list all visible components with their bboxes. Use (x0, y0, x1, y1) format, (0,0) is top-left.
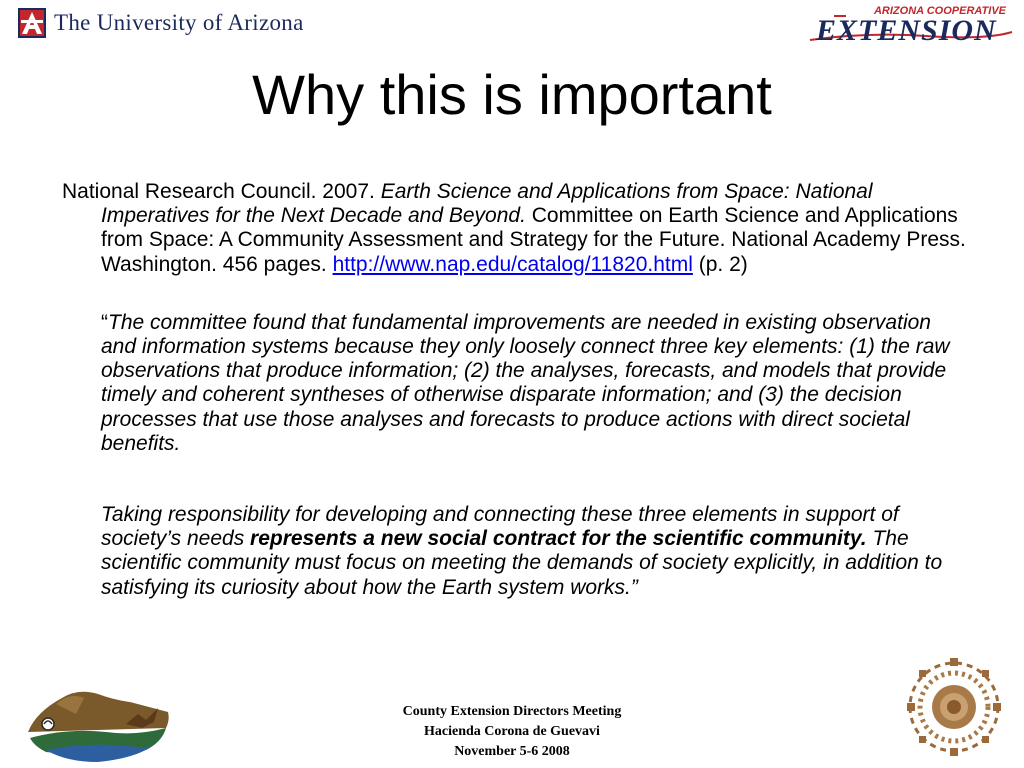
quote-text-2-lead: Taking responsibility for developing and connecting these three elements in support of society’s needs (101, 503, 899, 551)
slide-body (62, 180, 968, 600)
university-logo (18, 8, 304, 38)
quote-text-2-bold: represents a new social contract for the scientific community. (250, 527, 867, 551)
extension-wordmark: EXTENSION (816, 14, 997, 47)
quote-text-1: The committee found that fundamental improvements are needed in existing observation and information systems because they only loosely connect three key elements: (1) the raw observations that produce information; (2) the analyses, forecasts, and models that provide timely and coherent syntheses of otherwise disparate information; and (3) the decision processes that use those analyses and forecasts to produce actions with direct societal benefits. (101, 310, 950, 455)
university-name: The University of Arizona (54, 10, 304, 35)
landscape-illustration-icon (26, 684, 170, 764)
citation-link[interactable]: http://www.nap.edu/catalog/11820.html (332, 252, 693, 276)
citation-details: Committee on Earth Science and Applications from Space: A Community Assessment and Strategy for the Future. National Academy Press. Washington. 456 pages. (101, 204, 966, 276)
citation-book-title: Earth Science and Applications from Space: National Imperatives for the Next Decade and Beyond. (101, 180, 873, 228)
citation-authors: National Research Council. 2007. (62, 180, 381, 203)
footer-line-3: November 5-6 2008 (454, 744, 570, 759)
footer-line-1: County Extension Directors Meeting (402, 704, 622, 719)
extension-logo (806, 2, 1016, 46)
quote-text-2-rest: The scientific community must focus on meeting the demands of society explicitly, in addition to satisfying its curiosity about how the Earth system works.” (101, 527, 943, 599)
citation-page-ref: (p. 2) (692, 252, 748, 276)
slide-title: Why this is important (252, 63, 772, 126)
footer (340, 702, 684, 762)
footer-line-2: Hacienda Corona de Guevavi (424, 724, 600, 739)
citation-paragraph (62, 180, 968, 277)
quote-paragraph-1 (62, 311, 968, 456)
university-a-icon (18, 8, 46, 38)
extension-tagline: ARIZONA COOPERATIVE (873, 5, 1006, 17)
quote-paragraph-2 (62, 503, 968, 600)
quote-open-mark: “ (101, 310, 108, 334)
decorative-seal-icon (905, 656, 1003, 758)
